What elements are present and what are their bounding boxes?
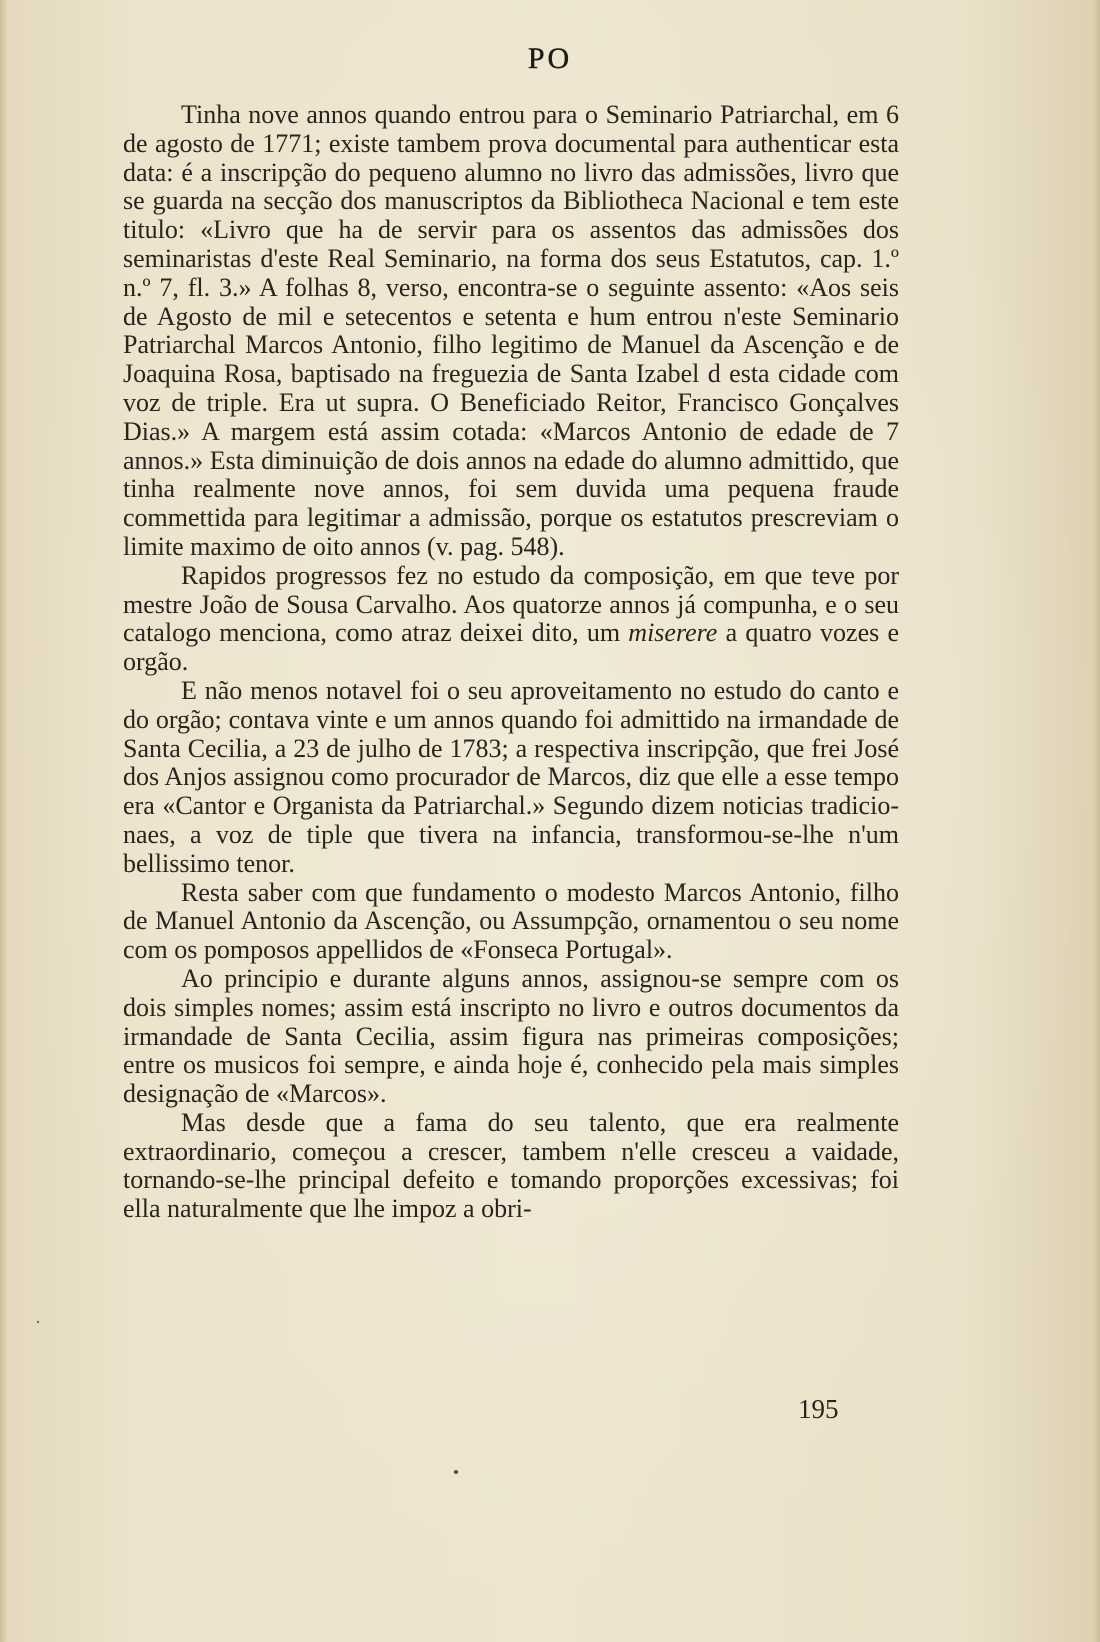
page-edge-shadow-left <box>0 0 8 1642</box>
paragraph-2-text-b: a quatro vozes e orgão. <box>123 618 900 677</box>
paragraph-5: Ao principio e durante alguns annos, assignou-se sempre com os dois simples nomes; assim está inscripto no livro e outros documentos da irmandade de Santa Cecilia, assim figura nas primeiras composições; entre os musicos foi sempre, e ainda hoje é, conhecido pela mais simples designação de «Marcos». <box>123 963 899 1109</box>
paragraph-1: Tinha nove annos quando entrou para o Seminario Patriarchal, em 6 de agosto de 1771; existe tambem prova documental para authenticar esta data: é a inscripção do pequeno alumno no livro das admissões, livro que se guarda na secção dos manuscriptos da Bibliotheca Nacional e tem este titulo: «Livro que ha de servir para os assentos das admissões dos seminaristas d'este Real Seminario, na forma dos seus Estatutos, cap. 1.º n.º 7, fl. 3.» A folhas 8, verso, encontra-se o seguinte assento: «Aos seis de Agosto de mil e setecentos e setenta e hum entrou n'este Seminario Patriarchal Marcos Antonio, filho legitimo de Manuel da Ascenção e de Joaquina Rosa, baptisado na freguezia de Santa Izabel d esta cidade com voz de triple. Era ut supra. O Beneficiado Reitor, Francisco Gonçalves Dias.» A margem está assim cotada: «Marcos Antonio de edade de 7 annos.» Esta diminuição de dois annos na edade do alumno admittido, que tinha realmente nove annos, foi sem duvida uma pequena fraude commettida para legitimar a admissão, porque os estatutos prescreviam o limite maximo de oito annos (v. pag. 548). <box>123 100 899 561</box>
page-number: 195 <box>798 1394 839 1424</box>
paragraph-3: E não menos notavel foi o seu aproveitamento no estudo do canto e do orgão; contava vinte e um annos quando foi admittido na irmandade de Santa Cecilia, a 23 de julho de 1783; a respectiva inscripção, que frei José dos Anjos assignou como procurador de Marcos, diz que elle a esse tempo era «Cantor e Organista da Patriarchal.» Segundo dizem noticias tradicionaes, a voz de tiple que tivera na infancia, transformou-se-lhe n'um bellissimo tenor. <box>123 675 899 878</box>
running-header: PO <box>527 42 573 75</box>
paragraph-2 <box>123 562 899 677</box>
paragraph-4: Resta saber com que fundamento o modesto Marcos Antonio, filho de Manuel Antonio da Ascenção, ou Assumpção, ornamentou o seu nome com os pomposos appellidos de «Fonseca Portugal». <box>123 877 899 965</box>
ink-speck <box>454 1470 458 1474</box>
page-edge-shadow-right <box>1092 0 1100 1642</box>
paragraph-2-text-a: Rapidos progressos fez no estudo da composição, em que teve por mestre João de Sousa Carvalho. Aos quatorze annos já compunha, e o seu catalogo menciona, como atraz deixei dito, um <box>123 560 899 648</box>
ink-speck <box>37 1321 39 1323</box>
paragraph-6: Mas desde que a fama do seu talento, que era realmente extraordinario, começou a crescer, tambem n'elle cresceu a vaidade, tornando-se-lhe principal defeito e tomando proporções excessivas; foi ella naturalmente que lhe impoz a obri- <box>123 1107 899 1224</box>
italic-term-miserere: miserere <box>628 618 718 648</box>
body-text <box>123 101 899 1224</box>
